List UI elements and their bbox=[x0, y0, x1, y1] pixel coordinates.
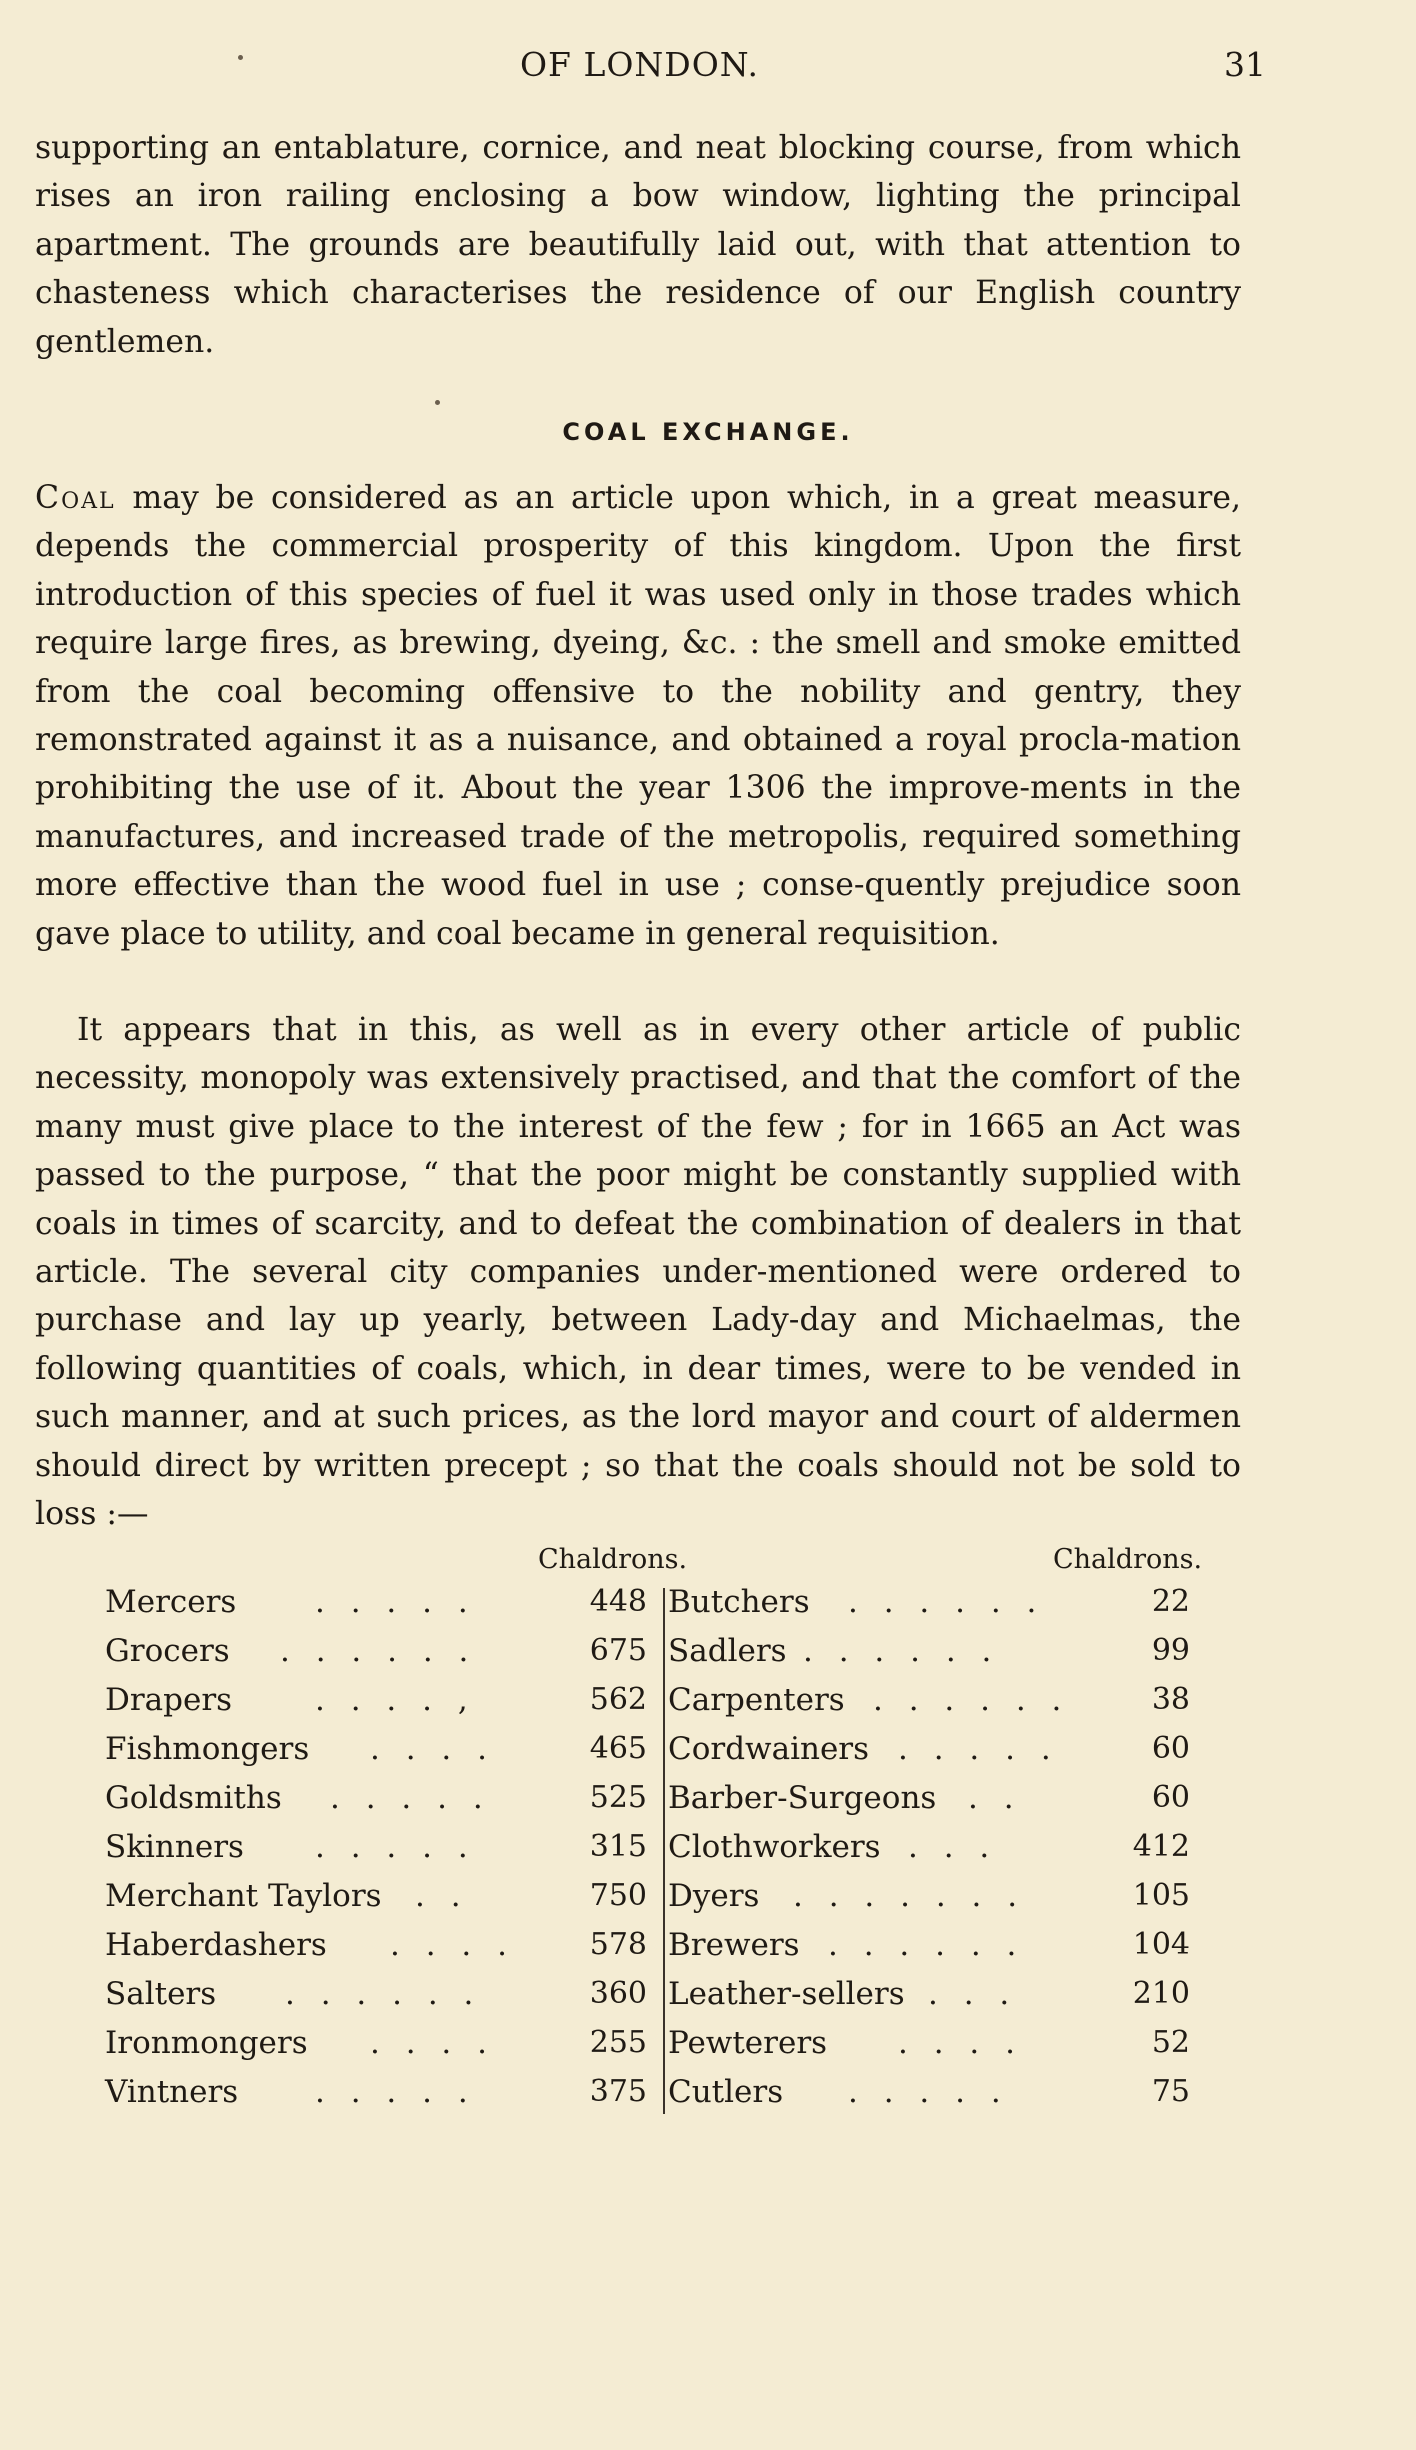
chaldron-quantity: 675 bbox=[589, 1633, 647, 1668]
company-name: Salters bbox=[105, 1976, 217, 2012]
chaldron-quantity: 750 bbox=[589, 1878, 647, 1913]
leader-dots: . . . . . bbox=[315, 1584, 476, 1620]
paper-speck bbox=[435, 400, 440, 405]
chaldron-quantity: 60 bbox=[1151, 1780, 1190, 1815]
leader-dots: . . . . . . bbox=[848, 1584, 1045, 1620]
leader-dots: . . bbox=[415, 1878, 469, 1914]
company-name: Carpenters bbox=[668, 1682, 845, 1718]
leader-dots: . . . . . . bbox=[285, 1976, 482, 2012]
company-name: Haberdashers bbox=[105, 1927, 327, 1963]
leader-dots: . . . . bbox=[898, 2025, 1023, 2061]
leader-dots: . . . bbox=[928, 1976, 1018, 2012]
company-name: Barber-Surgeons bbox=[668, 1780, 937, 1816]
chaldron-quantity: 38 bbox=[1151, 1682, 1190, 1717]
leader-dots: . . . . . bbox=[315, 1829, 476, 1865]
paper-speck bbox=[238, 55, 243, 60]
company-name: Merchant Taylors bbox=[105, 1878, 382, 1914]
column-divider bbox=[663, 1588, 665, 2114]
table-row bbox=[105, 1976, 647, 2025]
chaldron-quantity: 60 bbox=[1151, 1731, 1190, 1766]
coal-lead-word: Coal bbox=[35, 480, 116, 516]
leader-dots: . . . . . bbox=[330, 1780, 491, 1816]
coal-body: may be considered as an article upon which, in a great measure, depends the commercial prosperity of this kingdom. Upon the first introduction of this species of fuel it was used only in those trades which require large fires, as brewing, dyeing, &c. : the smell and smoke emitted from the coal becoming offensive to the nobility and gentry, they remonstrated against it as a nuisance, and obtained a royal procla-mation prohibiting the use of it. About the year 1306 the improve-ments in the manufactures, and increased trade of the metropolis, required something more effective than the wood fuel in use ; conse-quently prejudice soon gave place to utility, and coal became in general requisition. bbox=[35, 480, 1242, 952]
table-row bbox=[105, 1633, 647, 1682]
leader-dots: . . . . . . bbox=[873, 1682, 1070, 1718]
table-row bbox=[105, 1682, 647, 1731]
table-row bbox=[668, 2025, 1190, 2074]
company-name: Cutlers bbox=[668, 2074, 784, 2110]
company-name: Goldsmiths bbox=[105, 1780, 282, 1816]
chaldron-quantity: 52 bbox=[1151, 2025, 1190, 2060]
chaldron-quantity: 360 bbox=[589, 1976, 647, 2011]
chaldron-quantity: 578 bbox=[589, 1927, 647, 1962]
company-name: Ironmongers bbox=[105, 2025, 308, 2061]
table-row bbox=[105, 2074, 647, 2123]
table-row bbox=[668, 1927, 1190, 1976]
table-row bbox=[105, 1584, 647, 1633]
company-name: Drapers bbox=[105, 1682, 233, 1718]
chaldron-quantity: 412 bbox=[1132, 1829, 1190, 1864]
chaldron-quantity: 525 bbox=[589, 1780, 647, 1815]
right-company-column bbox=[668, 1584, 1190, 2123]
company-name: Fishmongers bbox=[105, 1731, 310, 1767]
leader-dots: . . . . . . bbox=[280, 1633, 477, 1669]
table-row bbox=[105, 1927, 647, 1976]
continuation-text: supporting an entablature, cornice, and neat blocking course, from which rises an iron railing enclosing a bow window, lighting the principal apartment. The grounds are beautifully laid out, with that attention to chasteness which characterises the residence of our English country gentlemen. bbox=[35, 130, 1241, 360]
chaldron-quantity: 465 bbox=[589, 1731, 647, 1766]
chaldron-quantity: 210 bbox=[1132, 1976, 1190, 2011]
table-row bbox=[668, 1829, 1190, 1878]
company-name: Grocers bbox=[105, 1633, 230, 1669]
left-company-column bbox=[105, 1584, 647, 2123]
company-name: Pewterers bbox=[668, 2025, 828, 2061]
table-row bbox=[668, 1584, 1190, 1633]
leader-dots: . . . . . . bbox=[828, 1927, 1025, 1963]
company-name: Butchers bbox=[668, 1584, 810, 1620]
leader-dots: . . . . . bbox=[848, 2074, 1009, 2110]
table-row bbox=[105, 2025, 647, 2074]
company-name: Cordwainers bbox=[668, 1731, 870, 1767]
leader-dots: . . . . . . bbox=[803, 1633, 1000, 1669]
chaldron-quantity: 448 bbox=[589, 1584, 647, 1619]
leader-dots: . . . . bbox=[370, 2025, 495, 2061]
company-name: Brewers bbox=[668, 1927, 800, 1963]
chaldron-quantity: 99 bbox=[1151, 1633, 1190, 1668]
chaldron-quantity: 315 bbox=[589, 1829, 647, 1864]
table-row bbox=[105, 1878, 647, 1927]
chaldron-quantity: 562 bbox=[589, 1682, 647, 1717]
leader-dots: . . bbox=[968, 1780, 1022, 1816]
company-name: Clothworkers bbox=[668, 1829, 881, 1865]
table-row bbox=[668, 1780, 1190, 1829]
leader-dots: . . . . . . . bbox=[793, 1878, 1026, 1914]
chaldron-quantity: 22 bbox=[1151, 1584, 1190, 1619]
running-head bbox=[0, 45, 1416, 95]
coal-text bbox=[35, 474, 1241, 958]
table-row bbox=[105, 1829, 647, 1878]
chaldron-quantity: 255 bbox=[589, 2025, 647, 2060]
table-row bbox=[668, 2074, 1190, 2123]
table-row bbox=[668, 1731, 1190, 1780]
company-name: Skinners bbox=[105, 1829, 244, 1865]
company-name: Mercers bbox=[105, 1584, 237, 1620]
leader-dots: . . . . . bbox=[898, 1731, 1059, 1767]
chaldron-quantity: 375 bbox=[589, 2074, 647, 2109]
monopoly-paragraph bbox=[35, 1006, 1241, 1538]
table-row bbox=[668, 1976, 1190, 2025]
table-row bbox=[668, 1682, 1190, 1731]
chaldron-quantity: 104 bbox=[1132, 1927, 1190, 1962]
running-title: OF LONDON. bbox=[520, 45, 760, 84]
chaldron-quantity: 105 bbox=[1132, 1878, 1190, 1913]
leader-dots: . . . . bbox=[370, 1731, 495, 1767]
company-name: Sadlers bbox=[668, 1633, 787, 1669]
coal-paragraph bbox=[35, 474, 1241, 958]
table-row bbox=[105, 1780, 647, 1829]
leader-dots: . . . . bbox=[390, 1927, 515, 1963]
leader-dots: . . . . , bbox=[315, 1682, 476, 1718]
page-number: 31 bbox=[1224, 45, 1266, 84]
leader-dots: . . . bbox=[908, 1829, 998, 1865]
company-name: Dyers bbox=[668, 1878, 760, 1914]
continuation-paragraph bbox=[35, 124, 1241, 366]
right-column-header: Chaldrons. bbox=[1053, 1544, 1203, 1575]
left-column-header: Chaldrons. bbox=[538, 1544, 688, 1575]
company-name: Vintners bbox=[105, 2074, 239, 2110]
chaldron-quantity: 75 bbox=[1151, 2074, 1190, 2109]
company-name: Leather-sellers bbox=[668, 1976, 905, 2012]
table-row bbox=[668, 1633, 1190, 1682]
section-heading: COAL EXCHANGE. bbox=[562, 418, 854, 446]
table-row bbox=[105, 1731, 647, 1780]
leader-dots: . . . . . bbox=[315, 2074, 476, 2110]
table-row bbox=[668, 1878, 1190, 1927]
monopoly-text: It appears that in this, as well as in every other article of public necessity, monopoly was extensively practised, and that the comfort of the many must give place to the interest of the few ; for in 1665 an Act was passed to the purpose, “ that the poor might be constantly supplied with coals in times of scarcity, and to defeat the combination of dealers in that article. The several city companies under-mentioned were ordered to purchase and lay up yearly, between Lady-day and Michaelmas, the following quantities of coals, which, in dear times, were to be vended in such manner, and at such prices, as the lord mayor and court of aldermen should direct by written precept ; so that the coals should not be sold to loss :— bbox=[35, 1012, 1241, 1533]
